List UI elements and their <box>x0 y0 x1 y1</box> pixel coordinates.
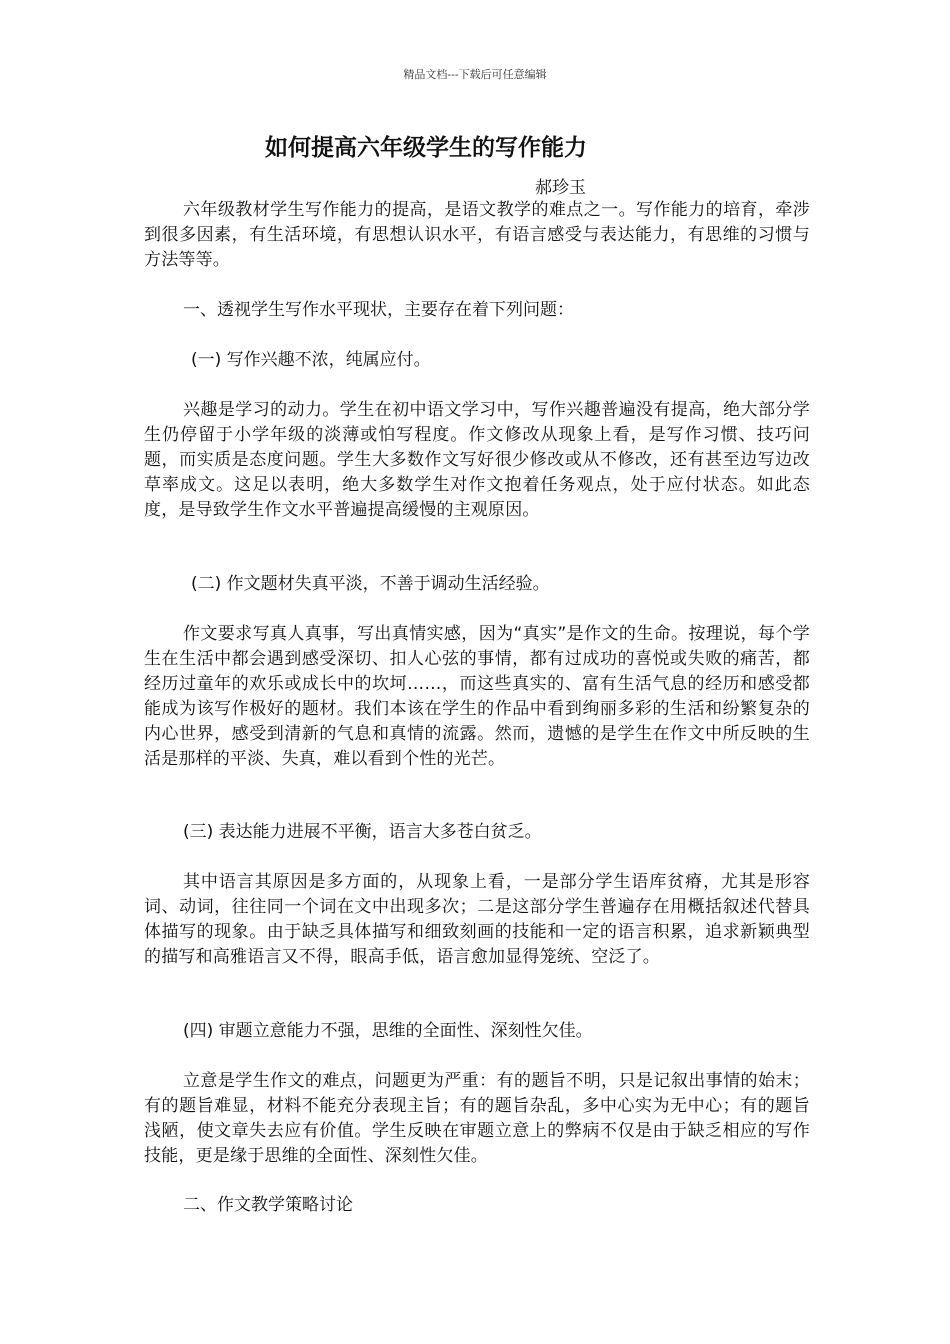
author-name: 郝珍玉 <box>535 178 586 198</box>
document-title: 如何提高六年级学生的写作能力 <box>265 135 587 161</box>
item-2-body: 作文要求写真人真事，写出真情实感，因为“真实”是作文的生命。按理说，每个学生在生活中都会遇到感受深切、扣人心弦的事情，都有过成功的喜悦或失败的痛苦，都经历过童年的欢乐或成长中的坎坷……，而这些真实的、富有生活气息的经历和感受都能成为该写作极好的题材。我们本该在学生的作品中看到绚丽多彩的生活和纷繁复杂的内心世界，感受到清新的气息和真情的流露。然而，遗憾的是学生在作文中所反映的生活是那样的平淡、失真，难以看到个性的光芒。 <box>144 624 810 769</box>
item-4-body: 立意是学生作文的难点，问题更为严重：有的题旨不明，只是记叙出事情的始末；有的题旨难显，材料不能充分表现主旨；有的题旨杂乱，多中心实为无中心；有的题旨浅陋，使文章失去应有价值。学生反映在审题立意上的弊病不仅是由于缺乏相应的写作技能，更是缘于思维的全面性、深刻性欠佳。 <box>144 1071 810 1166</box>
item-3-heading: (三) 表达能力进展不平衡，语言大多苍白贫乏。 <box>183 822 542 842</box>
item-1-body: 兴趣是学习的动力。学生在初中语文学习中，写作兴趣普遍没有提高，绝大部分学生仍停留于小学年级的淡薄或怕写程度。作文修改从现象上看，是写作习惯、技巧问题，而实质是态度问题。学生大多数作文写好很少修改或从不修改，还有甚至边写边改草率成文。这足以表明，绝大多数学生对作文抱着任务观点，处于应付状态。如此态度，是导致学生作文水平普遍提高缓慢的主观原因。 <box>144 400 810 520</box>
item-2-heading: (二) 作文题材失真平淡，不善于调动生活经验。 <box>191 574 550 594</box>
item-1-heading: (一) 写作兴趣不浓，纯属应付。 <box>191 350 431 370</box>
item-3-body: 其中语言其原因是多方面的，从现象上看，一是部分学生语库贫瘠，尤其是形容词、动词，往往同一个词在文中出现多次；二是这部分学生普遍存在用概括叙述代替具体描写的现象。由于缺乏具体描写和细致刻画的技能和一定的语言积累，追求新颖典型的描写和高雅语言又不得，眼高手低，语言愈加显得笼统、空泛了。 <box>144 872 810 967</box>
intro-paragraph: 六年级教材学生写作能力的提高，是语文教学的难点之一。写作能力的培育，牵涉到很多因素，有生活环境，有思想认识水平，有语言感受与表达能力，有思维的习惯与方法等等。 <box>144 200 810 270</box>
item-4-heading: (四) 审题立意能力不强，思维的全面性、深刻性欠佳。 <box>183 1021 593 1041</box>
section-1-heading: 一、透视学生写作水平现状，主要存在着下列问题： <box>183 300 574 320</box>
section-2-heading: 二、作文教学策略讨论 <box>183 1195 353 1215</box>
header-note: 精品文档---下载后可任意编辑 <box>403 68 547 81</box>
